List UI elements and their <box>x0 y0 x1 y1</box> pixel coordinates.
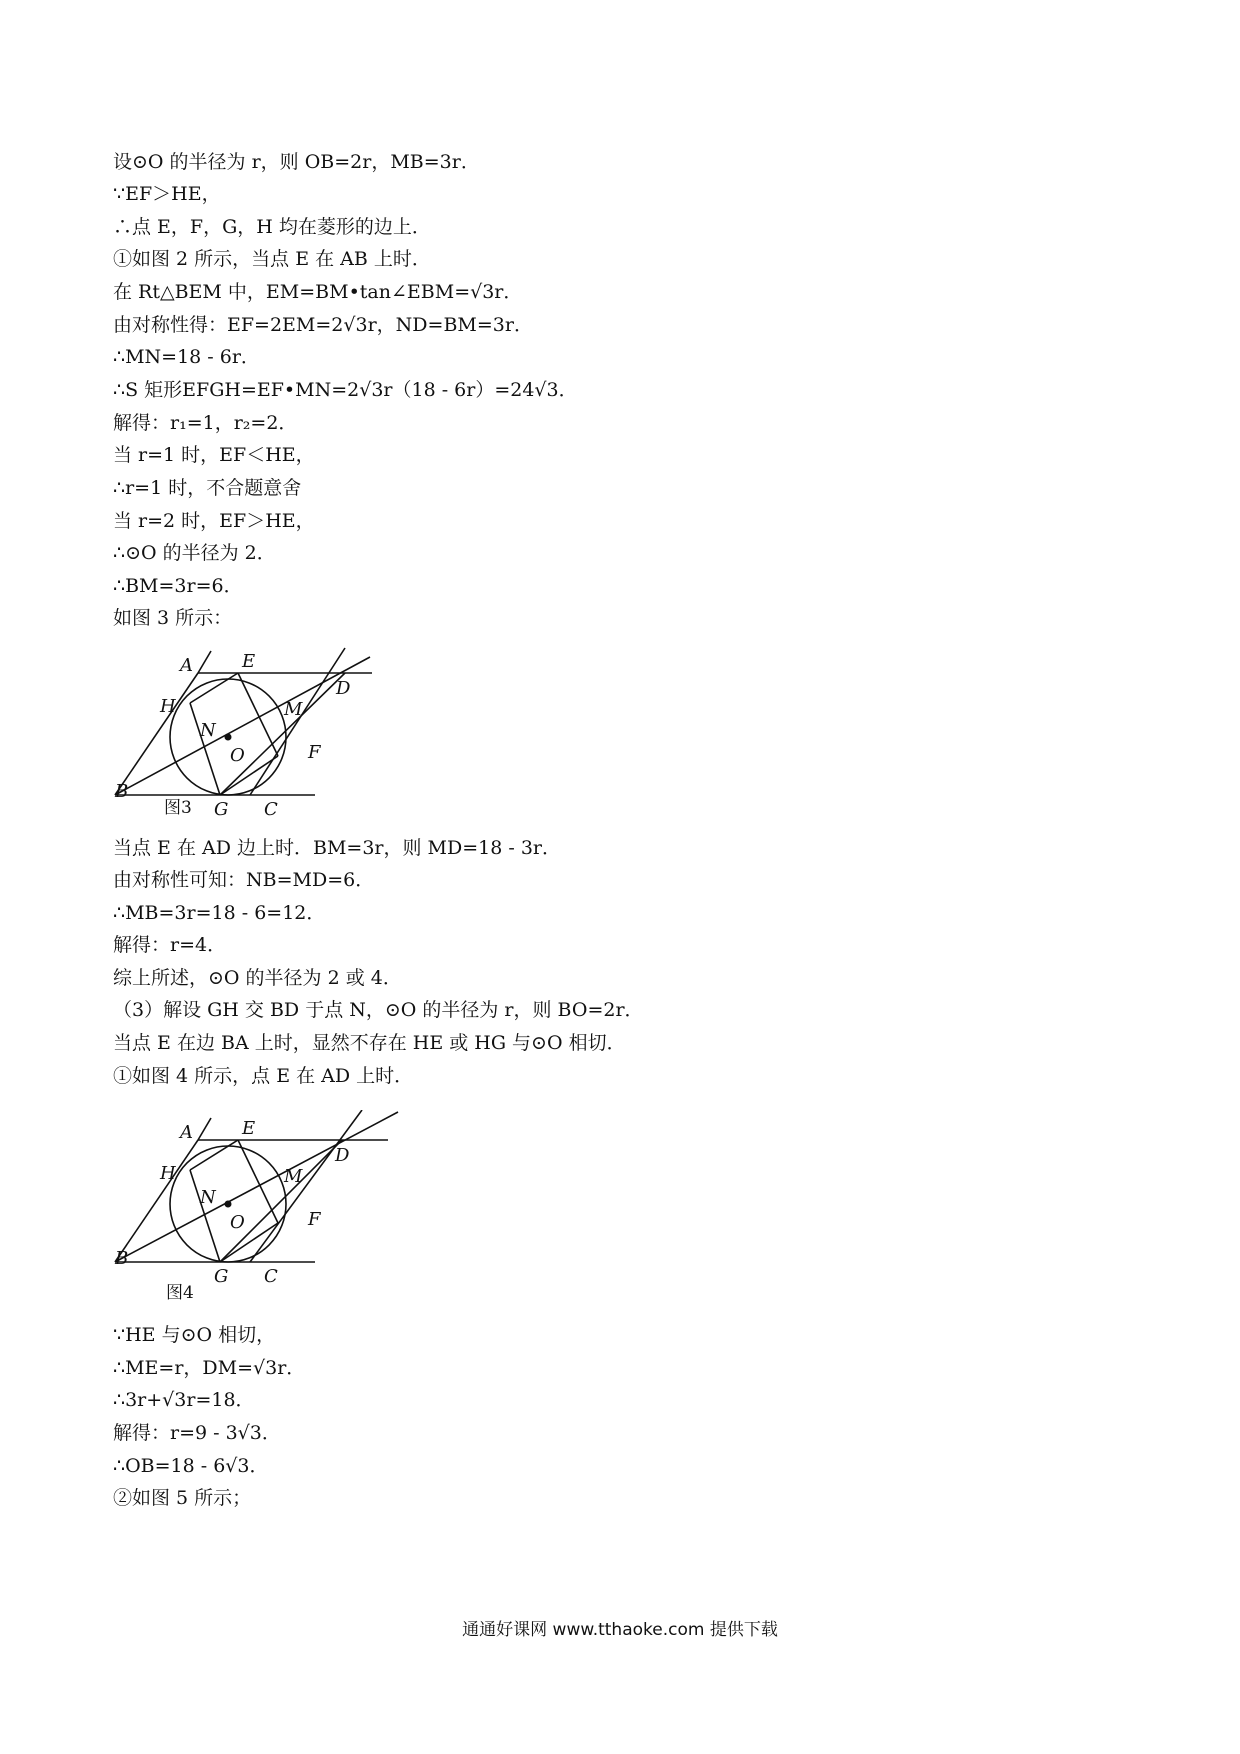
text-line-26: ∴3r+√3r=18． <box>113 1389 255 1411</box>
fig4-caption: 图4 <box>166 1283 194 1303</box>
fig4-label-G: G <box>214 1266 229 1287</box>
text-line-29: ②如图 5 所示； <box>113 1487 252 1509</box>
fig4-label-H: H <box>160 1163 176 1184</box>
text-line-4: ①如图 2 所示，当点 E 在 AB 上时． <box>113 248 431 270</box>
figure-3 <box>110 643 380 823</box>
text-line-5: 在 Rt△BEM 中，EM=BM•tan∠EBM=√3r． <box>113 281 523 303</box>
text-line-3: ∴点 E，F，G，H 均在菱形的边上． <box>113 216 431 238</box>
fig4-label-D: D <box>335 1145 350 1166</box>
text-line-17: 由对称性可知：NB=MD=6． <box>113 869 375 891</box>
fig3-label-D: D <box>336 678 351 699</box>
text-line-15: 如图 3 所示： <box>113 607 233 629</box>
fig4-label-M: M <box>284 1166 303 1187</box>
text-line-2: ∵EF＞HE， <box>113 183 221 205</box>
text-line-7: ∴MN=18 - 6r． <box>113 346 260 368</box>
text-line-11: ∴r=1 时，不合题意舍 <box>113 477 302 499</box>
text-line-22: 当点 E 在边 BA 上时，显然不存在 HE 或 HG 与⊙O 相切． <box>113 1032 626 1054</box>
page-footer: 通通好课网 www.tthaoke.com 提供下载 <box>462 1620 778 1640</box>
figure-4 <box>110 1110 410 1305</box>
text-line-9: 解得：r₁=1，r₂=2． <box>113 412 298 434</box>
fig3-label-O: O <box>230 745 245 766</box>
fig3-label-N: N <box>200 720 216 741</box>
fig3-label-A: A <box>180 655 193 676</box>
text-line-10: 当 r=1 时，EF＜HE， <box>113 444 315 466</box>
fig3-label-B: B <box>115 781 129 802</box>
text-line-8: ∴S 矩形EFGH=EF•MN=2√3r（18 - 6r）=24√3． <box>113 379 578 401</box>
text-line-14: ∴BM=3r=6． <box>113 575 243 597</box>
text-line-20: 综上所述，⊙O 的半径为 2 或 4． <box>113 967 402 989</box>
fig3-label-H: H <box>160 696 176 717</box>
fig4-label-F: F <box>308 1209 321 1230</box>
fig4-label-C: C <box>264 1266 278 1287</box>
fig3-label-M: M <box>284 699 303 720</box>
text-line-18: ∴MB=3r=18 - 6=12． <box>113 902 326 924</box>
fig4-label-B: B <box>115 1248 129 1269</box>
fig4-label-O: O <box>230 1212 245 1233</box>
text-line-13: ∴⊙O 的半径为 2． <box>113 542 276 564</box>
text-line-27: 解得：r=9 - 3√3． <box>113 1422 281 1444</box>
text-line-16: 当点 E 在 AD 边上时．BM=3r，则 MD=18 - 3r． <box>113 837 561 859</box>
text-line-6: 由对称性得：EF=2EM=2√3r，ND=BM=3r． <box>113 314 533 336</box>
text-line-28: ∴OB=18 - 6√3． <box>113 1455 269 1477</box>
text-line-23: ①如图 4 所示，点 E 在 AD 上时． <box>113 1065 414 1087</box>
text-line-21: （3）解设 GH 交 BD 于点 N，⊙O 的半径为 r，则 BO=2r． <box>113 999 644 1021</box>
text-line-25: ∴ME=r，DM=√3r． <box>113 1357 306 1379</box>
fig3-label-G: G <box>214 799 229 820</box>
fig3-caption: 图3 <box>164 798 192 818</box>
fig4-label-A: A <box>180 1122 193 1143</box>
text-line-19: 解得：r=4． <box>113 934 227 956</box>
text-line-1: 设⊙O 的半径为 r，则 OB=2r，MB=3r． <box>113 151 480 173</box>
text-line-24: ∵HE 与⊙O 相切， <box>113 1324 276 1346</box>
fig4-label-E: E <box>242 1118 256 1139</box>
fig3-label-F: F <box>308 742 321 763</box>
text-line-12: 当 r=2 时，EF＞HE， <box>113 510 315 532</box>
fig3-label-E: E <box>242 651 256 672</box>
fig4-label-N: N <box>200 1187 216 1208</box>
fig3-label-C: C <box>264 799 278 820</box>
